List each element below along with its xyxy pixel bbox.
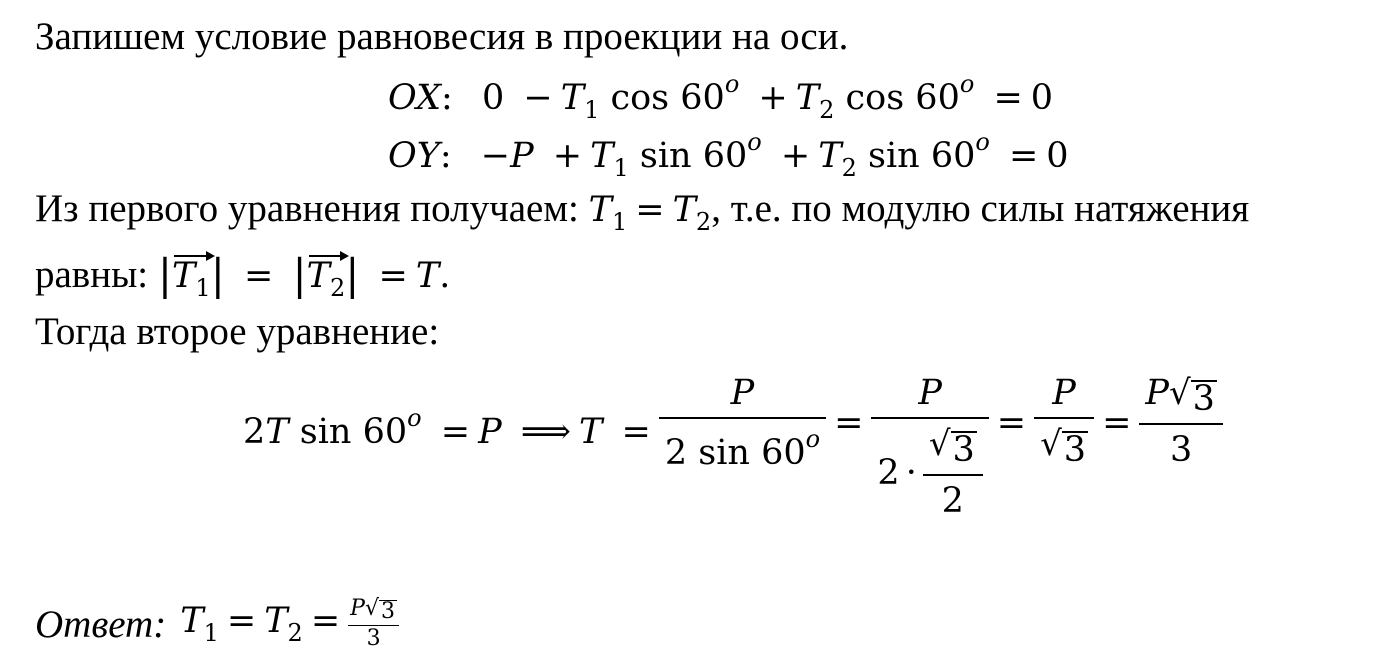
derivation-equation: 2T sin 60$^o$ = P ⟹ T = $\frac{P}{2 \sin 60^o}$ = P 2 · √ 3 2 = P √ 3 = P √ 3 3 bbox=[243, 376, 1223, 519]
vector-t1: $T_1$ bbox=[172, 256, 211, 302]
ravny-text: равны: bbox=[35, 253, 149, 296]
equation-ox: OX: $0 - T_1$ $\cos 60^o + T_2$ cos 60$^o$ = 0 bbox=[388, 70, 1054, 124]
answer-label: Ответ: bbox=[35, 602, 167, 646]
fraction-p-root3-over-3: P √ 3 3 bbox=[1139, 376, 1223, 468]
axis-label-ox: OX bbox=[388, 78, 442, 118]
fraction-p-over-2sin60: $\frac{P}{2 \sin 60^o}$ bbox=[659, 376, 826, 471]
meaning-text: , т.е. по модулю силы натяжения bbox=[711, 187, 1250, 230]
conclusion-line bbox=[35, 189, 1249, 234]
equality-t1-t2: $T_1 = T_2$ bbox=[588, 190, 712, 236]
magnitude-line bbox=[35, 250, 451, 302]
then-second-text: Тогда второе уравнение: bbox=[35, 310, 440, 353]
intro-text: Запишем условие равновесия в проекции на оси. bbox=[35, 15, 849, 58]
vector-t2: $T_2$ bbox=[306, 256, 346, 302]
equation-oy: OY: $-P + T_1$ $\sin 60^o + T_2$ sin 60$^o$ = 0 bbox=[388, 128, 1069, 182]
answer-equation: $T_1 = T_2$ = bbox=[180, 600, 341, 647]
answer-line bbox=[35, 598, 399, 650]
answer-fraction: P √ 3 3 bbox=[348, 598, 399, 650]
axis-label-oy: OY bbox=[388, 136, 440, 176]
fraction-p-over-root3: P √ 3 bbox=[1034, 376, 1094, 468]
fraction-p-over-2-root3-over-2: P 2 · √ 3 2 bbox=[871, 376, 988, 519]
from-first-text: Из первого уравнения получаем: bbox=[35, 187, 579, 230]
magnitude-equality: | $T_1|$ = | $T_2| = T$. bbox=[157, 250, 451, 302]
